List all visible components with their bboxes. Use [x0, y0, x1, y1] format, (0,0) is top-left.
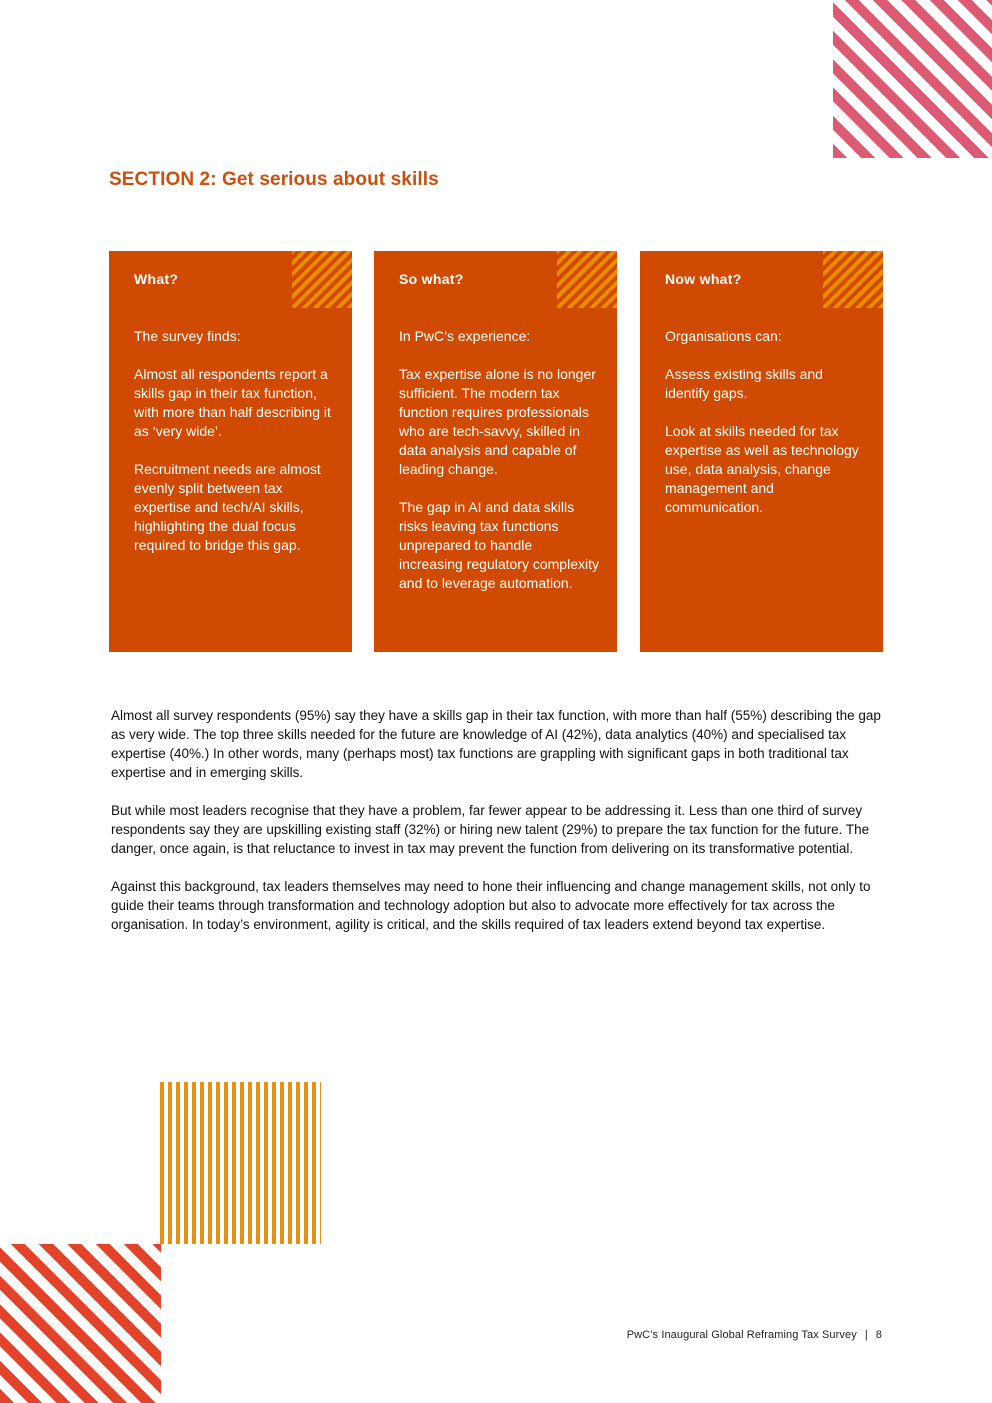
body-text — [111, 706, 886, 953]
footer-separator: | — [864, 1329, 868, 1341]
page-footer — [627, 1329, 882, 1341]
footer-title: PwC’s Inaugural Global Reframing Tax Survey — [626, 1329, 857, 1341]
card-stripe-pattern — [557, 251, 617, 308]
card-paragraph: Almost all respondents report a skills gap in their tax function, with more than half describing it as ‘very wide’. — [134, 366, 331, 439]
card-paragraph: The survey finds: — [134, 328, 241, 344]
card-heading: What? — [134, 271, 179, 287]
page-number: 8 — [875, 1329, 882, 1341]
card-stripe-pattern — [292, 251, 352, 308]
card-stripe-pattern — [823, 251, 883, 308]
card-paragraph: Organisations can: — [665, 328, 782, 344]
card-paragraph: In PwC’s experience: — [399, 328, 531, 344]
card-paragraph: The gap in AI and data skills risks leaving tax functions unprepared to handle increasing regulatory complexity and to leverage automation. — [399, 499, 599, 591]
decorative-pink-stripes — [833, 0, 992, 158]
decorative-red-stripes — [0, 1244, 161, 1403]
card-paragraph: Recruitment needs are almost evenly split between tax expertise and tech/AI skills, highlighting the dual focus required to bridge this gap. — [134, 461, 321, 553]
card-body — [665, 327, 865, 536]
card-what — [109, 251, 352, 652]
card-now-what — [640, 251, 883, 652]
card-paragraph: Assess existing skills and identify gaps. — [665, 366, 823, 401]
decorative-yellow-stripes — [160, 1082, 321, 1244]
card-body — [399, 327, 599, 612]
section-title: SECTION 2: Get serious about skills — [109, 169, 439, 190]
card-so-what — [374, 251, 617, 652]
card-body — [134, 327, 334, 574]
body-paragraph: Against this background, tax leaders themselves may need to hone their influencing and change management skills, not only to guide their teams through transformation and technology adoption but also to advocate more effectively for tax across the organisation. In today’s environment, agility is critical, and the skills required of tax leaders extend beyond tax expertise. — [111, 879, 871, 932]
card-paragraph: Look at skills needed for tax expertise as well as technology use, data analysis, change management and communication. — [665, 423, 859, 515]
card-paragraph: Tax expertise alone is no longer sufficient. The modern tax function requires professionals who are tech-savvy, skilled in data analysis and capable of leading change. — [399, 366, 596, 477]
body-paragraph: Almost all survey respondents (95%) say they have a skills gap in their tax function, with more than half (55%) describing the gap as very wide. The top three skills needed for the future are knowledge of AI (42%), data analytics (40%) and specialised tax expertise (40%.) In other words, many (perhaps most) tax functions are grappling with significant gaps in both traditional tax expertise and in emerging skills. — [111, 708, 881, 780]
body-paragraph: But while most leaders recognise that they have a problem, far fewer appear to be addressing it. Less than one third of survey respondents say they are upskilling existing staff (32%) or hiring new talent (29%) to prepare the tax function for the future. The danger, once again, is that reluctance to invest in tax may prevent the function from delivering on its transformative potential. — [111, 803, 870, 856]
card-heading: So what? — [399, 271, 464, 287]
card-heading: Now what? — [665, 271, 742, 287]
